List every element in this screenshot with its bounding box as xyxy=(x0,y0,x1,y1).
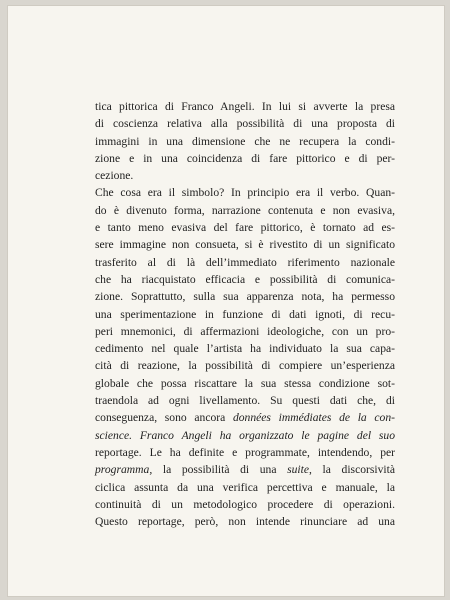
text-line: sere immagine non consueta, si è rivestito di un significato xyxy=(95,238,395,252)
text-line: zione e in una coincidenza di fare pittorico e di per- xyxy=(95,151,395,165)
text-line: ciclica assunta da una verifica percettiva e manuale, la xyxy=(95,480,395,494)
text-line: do è divenuto forma, narrazione contenuta e non evasiva, xyxy=(95,203,395,217)
book-page xyxy=(8,6,444,596)
text-line: Questo reportage, però, non intende rinunciare ad una xyxy=(95,515,395,529)
text-line-mixed xyxy=(95,409,395,426)
page-text-block xyxy=(95,98,395,530)
italic-phrase: données immédiates de la con- xyxy=(232,411,396,425)
text-line: zione. Soprattutto, sulla sua apparenza nota, ha permesso xyxy=(95,290,395,304)
italic-phrase: science. Franco Angeli ha organizzato le pagine del suo xyxy=(95,428,395,442)
text-segment: , la discorsività xyxy=(309,463,395,477)
text-line: cità di reazione, la possibilità di compiere un’esperienza xyxy=(95,359,395,373)
text-line: traendola ad ogni livellamento. Su questi dati che, di xyxy=(95,394,395,408)
text-line: continuità di un metodologico procedere di operazioni. xyxy=(95,497,395,511)
italic-phrase: suite xyxy=(287,463,310,477)
text-line-mixed xyxy=(95,461,395,478)
text-line: di coscienza relativa alla possibilità di una proposta di xyxy=(95,117,395,131)
text-segment: conseguenza, sono ancora xyxy=(95,411,226,425)
italic-phrase: programma, xyxy=(95,463,153,477)
text-line: immagini in una dimensione che ne recupera la condi- xyxy=(95,134,395,148)
text-line: peri mnemonici, di affermazioni ideologiche, con un pro- xyxy=(95,324,395,338)
text-line: cedimento nel quale l’artista ha individuato la sua capa- xyxy=(95,342,395,356)
text-line: globale che possa riscattare la sua stessa condizione sot- xyxy=(95,376,395,390)
text-line-mixed xyxy=(95,427,395,444)
text-line: una sperimentazione in funzione di dati ignoti, di recu- xyxy=(95,307,395,321)
text-line: trasferito al di là dell’immediato riferimento nazionale xyxy=(95,255,395,269)
text-line: che ha riacquistato efficacia e possibilità di comunica- xyxy=(95,272,395,286)
text-line: Che cosa era il simbolo? In principio era il verbo. Quan- xyxy=(95,186,395,200)
text-line: cezione. xyxy=(95,169,134,183)
text-line: e tanto meno evasiva del fare pittorico, è tornato ad es- xyxy=(95,221,395,235)
text-line: tica pittorica di Franco Angeli. In lui si avverte la presa xyxy=(95,100,395,113)
text-line: reportage. Le ha definite e programmate, intendendo, per xyxy=(95,445,395,459)
text-segment: la possibilità di una xyxy=(152,463,288,477)
